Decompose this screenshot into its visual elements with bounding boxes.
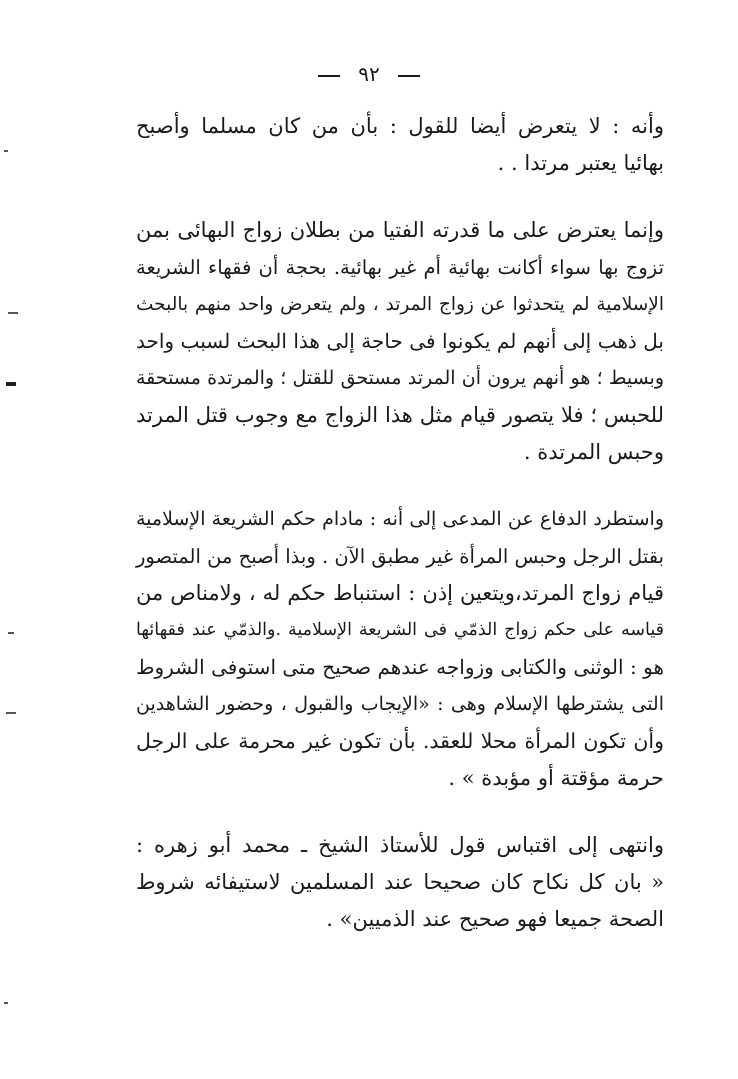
page-number-text: ٩٢ bbox=[358, 62, 380, 86]
text-line: الصحة جميعا فهو صحيح عند الذميين» . bbox=[326, 907, 664, 931]
paragraph bbox=[136, 212, 664, 471]
text-line: هو : الوثنى والكتابى وزواجه عندهم صحيح متى استوفى الشروط bbox=[136, 655, 664, 679]
text-line: وأن تكون المرأة محلا للعقد. بأن تكون غير محرمة على الرجل bbox=[136, 729, 664, 753]
scan-mark bbox=[8, 632, 14, 634]
text-line: وانتهى إلى اقتباس قول للأستاذ الشيخ ـ محمد أبو زهره : bbox=[136, 833, 664, 857]
text-line: قيام زواج المرتد،ويتعين إذن : استنباط حكم له ، ولامناص من bbox=[136, 581, 664, 605]
text-line: وأنه : لا يتعرض أيضا للقول : بأن من كان مسلما وأصبح bbox=[136, 114, 664, 138]
text-line: واستطرد الدفاع عن المدعى إلى أنه : مادام حكم الشريعة الإسلامية bbox=[136, 508, 664, 530]
page-number bbox=[0, 62, 738, 86]
text-line: قياسه على حكم زواج الذمّي فى الشريعة الإسلامية .والذمّي عند فقهائها bbox=[136, 620, 664, 640]
page-number-dash-left bbox=[318, 75, 340, 77]
page-number-dash-right bbox=[398, 75, 420, 77]
text-line: وبسيط ؛ هو أنهم يرون أن المرتد مستحق للقتل ؛ والمرتدة مستحقة bbox=[136, 367, 665, 389]
scan-mark bbox=[4, 150, 8, 152]
scan-mark bbox=[4, 1002, 8, 1004]
text-line: بقتل الرجل وحبس المرأة غير مطبق الآن . وبذا أصبح من المتصور bbox=[136, 545, 664, 568]
text-line: وحبس المرتدة . bbox=[523, 440, 664, 464]
paragraph bbox=[136, 827, 664, 938]
text-line: وإنما يعترض على ما قدرته الفتيا من بطلان زواج البهائى بمن bbox=[136, 218, 664, 242]
scan-mark bbox=[6, 382, 16, 386]
text-line: التى يشترطها الإسلام وهى : «الإيجاب والقبول ، وحضور الشاهدين bbox=[136, 693, 664, 715]
scan-mark bbox=[8, 312, 18, 314]
text-line: حرمة مؤقتة أو مؤبدة » . bbox=[448, 766, 664, 790]
text-line: بل ذهب إلى أنهم لم يكونوا فى حاجة إلى هذا البحث لسبب واحد bbox=[136, 329, 664, 353]
paragraph bbox=[136, 501, 664, 797]
paragraph bbox=[136, 108, 664, 182]
text-line: الإسلامية لم يتحدثوا عن زواج المرتد ، ولم يتعرض واحد منهم بالبحث bbox=[136, 294, 664, 315]
page-body bbox=[136, 108, 664, 968]
text-line: بهائيا يعتبر مرتدا . . bbox=[497, 151, 664, 175]
scan-mark bbox=[6, 712, 16, 714]
text-line: للحبس ؛ فلا يتصور قيام مثل هذا الزواج مع وجوب قتل المرتد bbox=[136, 403, 664, 427]
text-line: تزوج بها سواء أكانت بهائية أم غير بهائية. بحجة أن فقهاء الشريعة bbox=[136, 256, 664, 279]
text-line: « بان كل نكاح كان صحيحا عند المسلمين لاستيفائه شروط bbox=[136, 870, 664, 894]
